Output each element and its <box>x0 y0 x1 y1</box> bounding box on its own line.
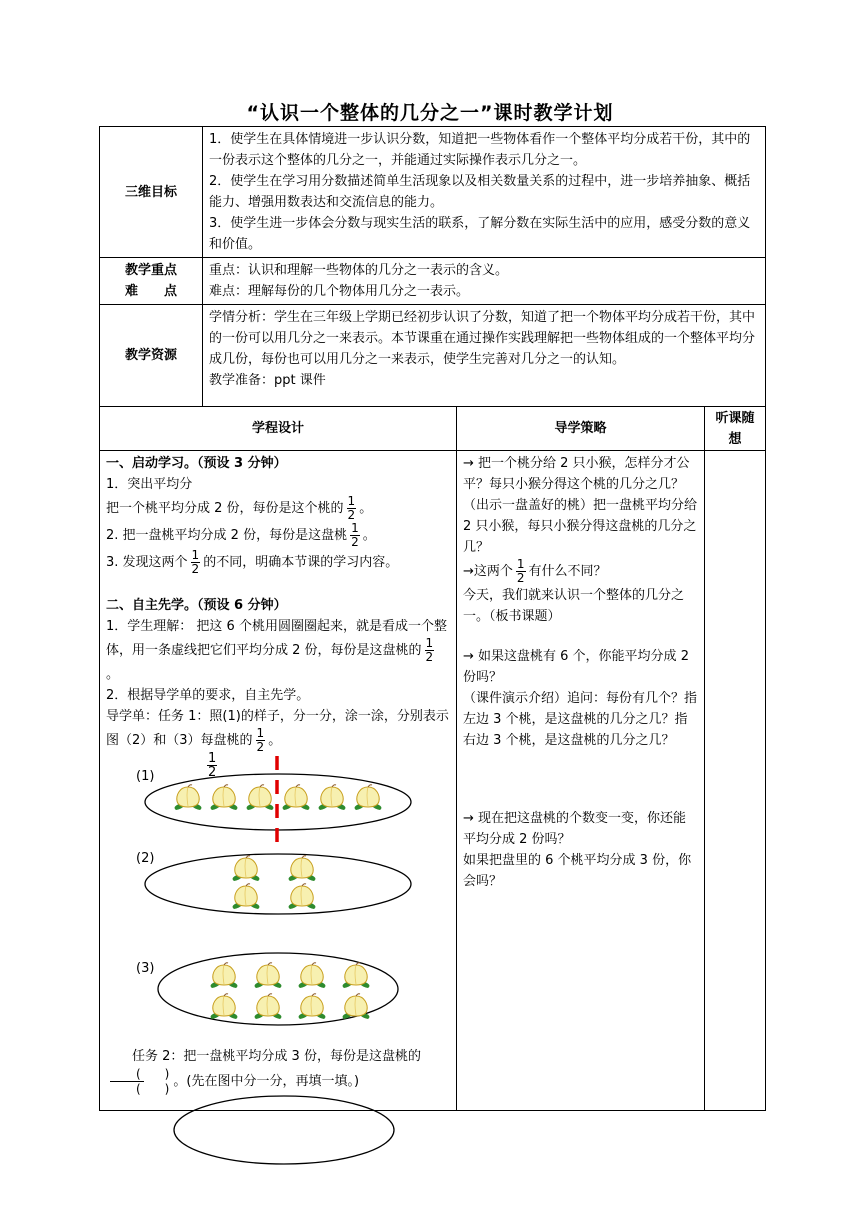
key-point: 重点：认识和理解一些物体的几分之一表示的含义。 <box>209 263 509 278</box>
key-row <box>100 258 766 305</box>
notes-header: 听课随想 <box>705 407 766 451</box>
body-row <box>100 451 766 1111</box>
lesson-plan-table <box>99 126 766 1111</box>
strategy-content <box>457 451 705 1111</box>
fraction-half: $\frac{1}{2}$ <box>351 521 359 549</box>
section-1-title: 一、启动学习。（预设 3 分钟） <box>106 456 287 471</box>
task-2: 任务 2：把一盘桃平均分成 3 份，每份是这盘桃的 ( ) ( ) 。(先在图中分一分，再填一填。) <box>106 1046 450 1096</box>
key-label-2: 难 点 <box>124 284 177 299</box>
extra-plate <box>172 1094 396 1166</box>
goal-1: 1．使学生在具体情境进一步认识分数，知道把一些物体看作一个整体平均分成若干份，其中的一份表示这个整体的几分之一，并能通过实际操作表示几分之一。 <box>209 132 751 168</box>
s1-item-1: 1．突出平均分 <box>106 477 193 492</box>
plate-2-peaches <box>233 856 316 909</box>
fraction-half: $\frac{1}{2}$ <box>191 548 200 576</box>
fraction-half: $\frac{1}{2}$ <box>256 726 265 754</box>
strategy-6: （课件演示介绍）追问：每份有几个？指左边 3 个桃，是这盘桃的几分之几？指右边 3 个桃，是这盘桃的几分之几？ <box>463 691 698 748</box>
plate-2 <box>145 854 411 914</box>
difficult-point: 难点：理解每份的几个物体用几分之一表示。 <box>209 284 470 299</box>
figure-2-label: (2) <box>136 851 155 866</box>
goal-2: 2．使学生在学习用分数描述简单生活现象以及相关数量关系的过程中，进一步培养抽象、概括能力、增强用数表达和交流信息的能力。 <box>209 174 751 210</box>
resources-row <box>100 305 766 407</box>
figure-1-label: (1) <box>136 769 155 784</box>
strategy-3: →这两个 $\frac{1}{2}$ 有什么不同？ <box>463 557 607 585</box>
fraction-half: $\frac{1}{2}$ <box>516 557 525 585</box>
s2-item-3: 导学单：任务 1：照(1)的样子，分一分，涂一涂，分别表示图（2）和（3）每盘桃的 $\frac{1}{2}$ 。 <box>106 709 449 754</box>
goals-content <box>203 127 766 258</box>
strategy-8: 如果把盘里的 6 个桃平均分成 3 份，你会吗？ <box>463 853 692 889</box>
strategy-5: → 如果这盘桃有 6 个，你能平均分成 2 份吗？ <box>463 649 689 685</box>
strategy-2: （出示一盘盖好的桃）把一盘桃平均分给 2 只小猴，每只小猴分得这盘桃的几分之几？ <box>463 498 698 555</box>
strategy-1: → 把一个桃分给 2 只小猴，怎样分才公平？每只小猴分得这个桃的几分之几？ <box>463 456 690 492</box>
goals-label: 三维目标 <box>100 127 203 258</box>
design-header: 学程设计 <box>100 407 457 451</box>
section-2-title: 二、自主先学。（预设 6 分钟） <box>106 598 287 613</box>
peach-plates-drawing <box>106 751 446 1046</box>
peach-figures <box>106 751 450 1046</box>
page-title: “认识一个整体的几分之一”课时教学计划 <box>246 102 614 124</box>
strategy-header: 导学策略 <box>457 407 705 451</box>
figure-3-label: (3) <box>136 961 155 976</box>
header-row <box>100 407 766 451</box>
figure-1-fraction: $\frac{1}{2}$ <box>208 751 217 780</box>
s1-item-4: 3. 发现这两个 $\frac{1}{2}$ 的不同，明确本节课的学习内容。 <box>106 548 399 576</box>
goals-row <box>100 127 766 258</box>
strategy-4: 今天，我们就来认识一个整体的几分之一。（板书课题） <box>463 588 685 624</box>
s1-item-3: 2. 把一盘桃平均分成 2 份，每份是这盘桃 $\frac{1}{2}$ 。 <box>106 521 376 549</box>
key-content <box>203 258 766 305</box>
learning-analysis: 学情分析：学生在三年级上学期已经初步认识了分数，知道了把一个物体平均分成若干份，其中的一份可以用几分之一来表示。本节课重在通过操作实践理解把一些物体组成的一个整体平均分成几份，每份也可以用几分之一来表示，使学生完善对几分之一的认知。 <box>209 310 756 367</box>
key-label-1: 教学重点 <box>124 263 177 278</box>
fraction-half: $\frac{1}{2}$ <box>425 636 434 664</box>
s2-item-1: 1．学生理解： 把这 6 个桃用圆圈圈起来，就是看成一个整体，用一条虚线把它们平均分成 2 份，每份是这盘桃的 $\frac{1}{2}$ 。 <box>106 619 447 682</box>
strategy-7: → 现在把这盘桃的个数变一变，你还能平均分成 2 份吗？ <box>463 811 687 847</box>
answer-blank: ( ) ( ) <box>110 1067 169 1096</box>
goal-3: 3．使学生进一步体会分数与现实生活的联系，了解分数在实际生活中的应用，感受分数的意义和价值。 <box>209 216 751 252</box>
s1-item-2: 把一个桃平均分成 2 份，每份是这个桃的 $\frac{1}{2}$ 。 <box>106 494 373 522</box>
plate-3-peaches <box>211 963 370 1019</box>
design-content <box>100 451 457 1111</box>
fraction-half: $\frac{1}{2}$ <box>347 494 356 522</box>
resources-label: 教学资源 <box>100 305 203 407</box>
teaching-prep: 教学准备：ppt 课件 <box>209 373 326 388</box>
s2-item-2: 2．根据导学单的要求，自主先学。 <box>106 688 310 703</box>
notes-content <box>705 451 766 1111</box>
key-label <box>100 258 203 305</box>
resources-content <box>203 305 766 407</box>
